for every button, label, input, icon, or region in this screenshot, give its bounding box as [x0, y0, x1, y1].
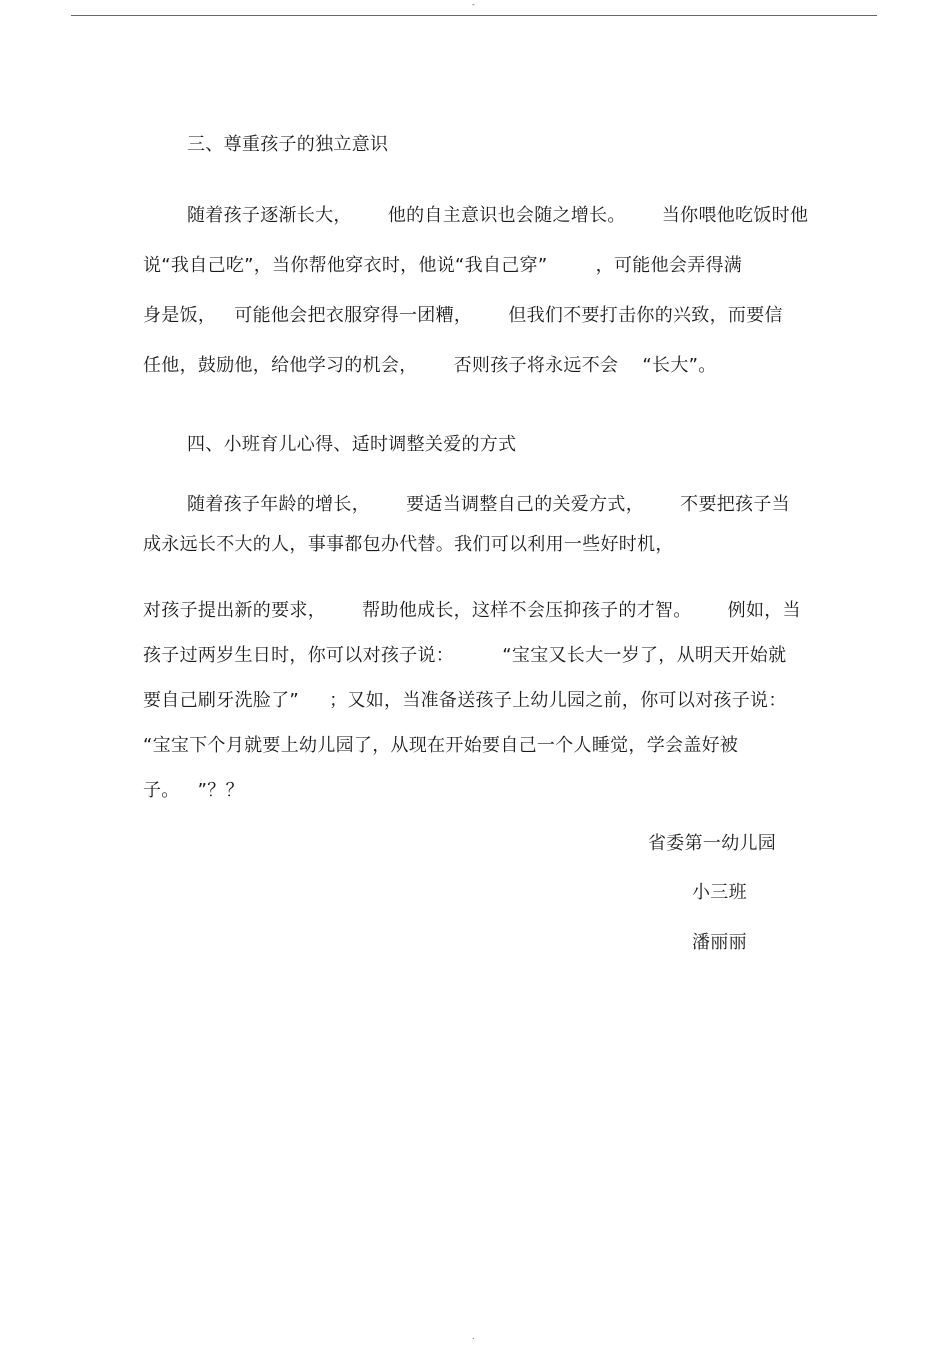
section-three-line-4: 任他，鼓励他，给他学习的机会， 否则孩子将永远不会 “长大”。: [143, 355, 717, 376]
section-three-line-2: 说“我自己吃”，当你帮他穿衣时，他说“我自己穿” ，可能他会弄得满: [143, 255, 743, 276]
signature-organization: 省委第一幼儿园: [648, 833, 777, 854]
section-four-line-5: 要自己刷牙洗脸了” ；又如，当准备送孩子上幼儿园之前，你可以对孩子说：: [143, 690, 787, 711]
section-four-line-6: “宝宝下个月就要上幼儿园了，从现在开始要自己一个人睡觉，学会盖好被: [143, 735, 739, 756]
section-four-line-1: 随着孩子年龄的增长， 要适当调整自己的关爱方式， 不要把孩子当: [187, 494, 790, 515]
section-four-heading: 四、小班育儿心得、适时调整关爱的方式: [187, 434, 517, 455]
header-mark: -: [472, 0, 475, 9]
section-three-heading: 三、尊重孩子的独立意识: [187, 134, 389, 155]
section-four-line-2: 成永远长不大的人，事事都包办代替。我们可以利用一些好时机，: [143, 534, 674, 555]
signature-author: 潘丽丽: [692, 932, 747, 953]
section-four-line-3: 对孩子提出新的要求， 帮助他成长，这样不会压抑孩子的才智。 例如，当: [143, 600, 801, 621]
section-three-line-3: 身是饭， 可能他会把衣服穿得一团糟， 但我们不要打击你的兴致，而要信: [143, 305, 783, 326]
signature-class: 小三班: [692, 882, 747, 903]
footer-mark: .: [472, 1332, 475, 1341]
section-four-line-7: 子。 ”？？: [143, 780, 244, 801]
section-three-line-1: 随着孩子逐渐长大， 他的自主意识也会随之增长。 当你喂他吃饭时他: [187, 205, 809, 226]
section-four-line-4: 孩子过两岁生日时，你可以对孩子说： “宝宝又长大一岁了，从明天开始就: [143, 645, 787, 666]
header-rule: [71, 15, 877, 16]
